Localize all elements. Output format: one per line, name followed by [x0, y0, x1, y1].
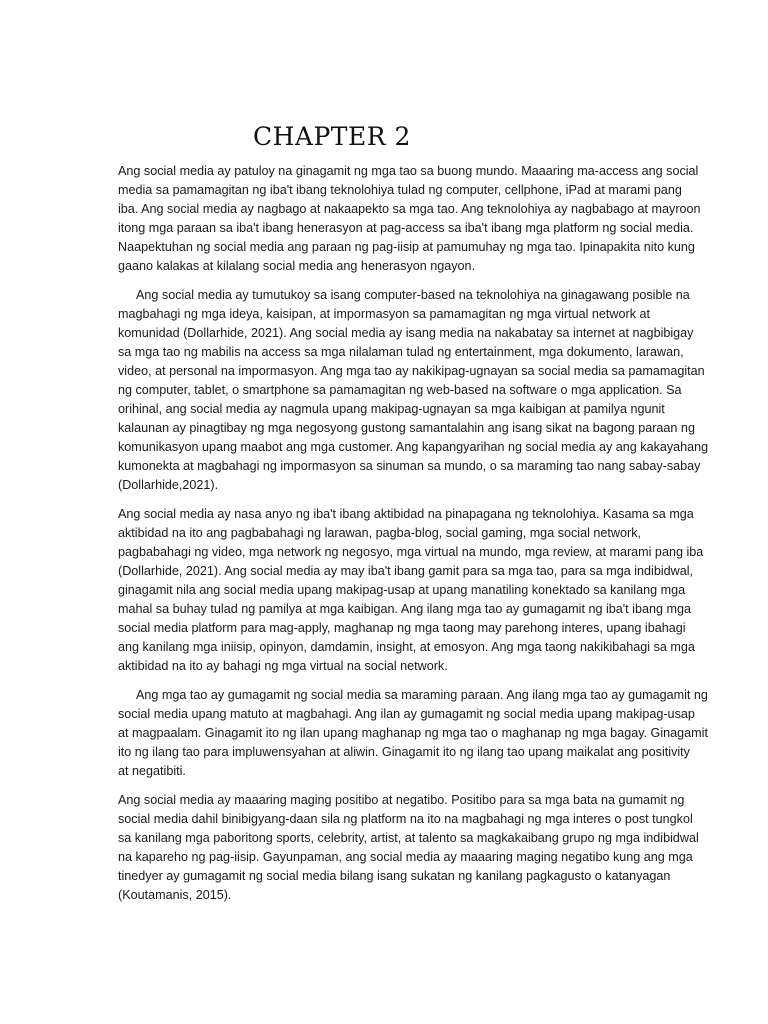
paragraph-2 — [118, 286, 709, 495]
text-line: Ang social media ay tumutukoy sa isang computer-based na teknolohiya na ginagawang posible na — [136, 288, 690, 302]
text-line: aktibidad na ito ay bahagi ng mga virtual na social network. — [118, 659, 448, 673]
text-line: gaano kalakas at kilalang social media ang henerasyon ngayon. — [118, 259, 476, 273]
text-line: iba. Ang social media ay nagbago at nakaapekto sa mga tao. Ang teknolohiya ay nagbabago at mayroon — [118, 202, 701, 216]
text-line: Ang social media ay nasa anyo ng iba't ibang aktibidad na pinapagana ng teknolohiya. Kasama sa mga — [118, 507, 694, 521]
text-line: pagbabahagi ng video, mga network ng negosyo, mga virtual na mundo, mga review, at marami pang iba — [118, 545, 704, 559]
text-line: social media upang matuto at magbahagi. Ang ilan ay gumagamit ng social media upang makipag-usap — [118, 707, 695, 721]
paragraph-5 — [118, 791, 699, 905]
paragraph-1 — [118, 162, 701, 276]
text-line: sa kanilang mga paboritong sports, celebrity, artist, at talento sa magkakaibang grupo ng mga indibidwal — [118, 831, 699, 845]
text-line: at negatibiti. — [118, 764, 186, 778]
text-line: Ang social media ay maaaring maging positibo at negatibo. Positibo para sa mga bata na gumamit ng — [118, 793, 685, 807]
text-line: ito ng ilang tao para impluwensyahan at aliwin. Ginagamit ito ng ilang tao upang maikalat ang positivity — [118, 745, 690, 759]
text-line: kumonekta at magbahagi ng impormasyon sa sinuman sa mundo, o sa maraming tao nang sabay-sabay — [118, 459, 701, 473]
text-line: ang kanilang mga iniisip, opinyon, damdamin, insight, at emosyon. Ang mga taong nakikibahagi sa mga — [118, 640, 695, 654]
text-line: aktibidad na ito ang pagbabahagi ng larawan, pagba-blog, social gaming, mga social network, — [118, 526, 641, 540]
text-line: tinedyer ay gumagamit ng social media bilang isang sukatan ng kanilang pagkagusto o katanyagan — [118, 869, 671, 883]
text-line: kalaunan ay pinagtibay ng mga negosyong gustong samantalahin ang isang sikat na bagong paraan ng — [118, 421, 695, 435]
paragraph-3 — [118, 505, 704, 676]
text-line: Ang mga tao ay gumagamit ng social media sa maraming paraan. Ang ilang mga tao ay gumagamit ng — [136, 688, 708, 702]
text-line: social media dahil binibigyang-daan sila ng platform na ito na magbahagi ng mga interes o post tungkol — [118, 812, 693, 826]
text-line: itong mga paraan sa iba't ibang henerasyon at pag-access sa iba't ibang mga platform ng social media. — [118, 221, 694, 235]
text-line: at magpaalam. Ginagamit ito ng ilan upang maghanap ng mga tao o maghanap ng mga bagay. Ginagamit — [118, 726, 708, 740]
text-line: (Dollarhide,2021). — [118, 478, 219, 492]
text-line: ng computer, tablet, o smartphone sa pamamagitan ng web-based na software o mga application. Sa — [118, 383, 682, 397]
text-line: ginagamit nila ang social media upang makipag-usap at upang manatiling konektado sa kanilang mga — [118, 583, 686, 597]
text-line: video, at personal na impormasyon. Ang mga tao ay nakikipag-ugnayan sa social media sa pamamagitan — [118, 364, 705, 378]
text-line: (Koutamanis, 2015). — [118, 888, 232, 902]
paragraph-4 — [118, 686, 708, 781]
text-line: media sa pamamagitan ng iba't ibang teknolohiya tulad ng computer, cellphone, iPad at marami pang — [118, 183, 682, 197]
text-line: na kapareho ng pag-iisip. Gayunpaman, ang social media ay maaaring maging negatibo kung ang mga — [118, 850, 693, 864]
chapter-heading: CHAPTER 2 — [253, 122, 411, 151]
text-line: Naapektuhan ng social media ang paraan ng pag-iisip at pamumuhay ng mga tao. Ipinapakita nito kung — [118, 240, 695, 254]
text-line: (Dollarhide, 2021). Ang social media ay may iba't ibang gamit para sa mga tao, para sa mga indibidwal, — [118, 564, 694, 578]
text-line: sa mga tao ng mabilis na access sa mga nilalaman tulad ng entertainment, mga dokumento, larawan, — [118, 345, 684, 359]
body-text — [118, 162, 709, 915]
text-line: magbahagi ng mga ideya, kaisipan, at impormasyon sa pamamagitan ng mga virtual network at — [118, 307, 651, 321]
text-line: social media platform para mag-apply, maghanap ng mga taong may parehong interes, upang ibahagi — [118, 621, 686, 635]
text-line: komunikasyon upang maabot ang mga customer. Ang kapangyarihan ng social media ay ang kakayahang — [118, 440, 709, 454]
text-line: Ang social media ay patuloy na ginagamit ng mga tao sa buong mundo. Maaaring ma-access ang social — [118, 164, 699, 178]
text-line: orihinal, ang social media ay nagmula upang makipag-ugnayan sa mga kaibigan at pamilya ngunit — [118, 402, 665, 416]
text-line: komunidad (Dollarhide, 2021). Ang social media ay isang media na nakabatay sa internet at nagbibigay — [118, 326, 694, 340]
text-line: mahal sa buhay tulad ng pamilya at mga kaibigan. Ang ilang mga tao ay gumagamit ng iba't ibang mga — [118, 602, 691, 616]
